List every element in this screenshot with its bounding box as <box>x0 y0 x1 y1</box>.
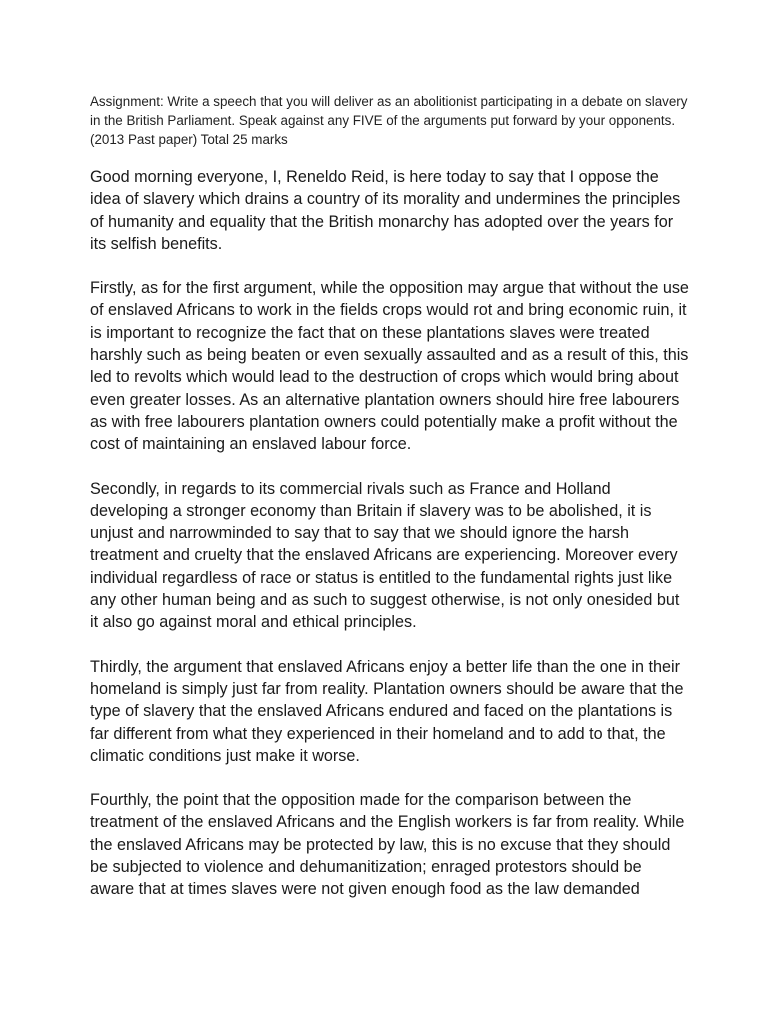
speech-paragraph-firstly: Firstly, as for the first argument, while the opposition may argue that without the use of enslaved Africans to work in the fields crops would rot and bring economic ruin, it is important to recognize the fact that on these plantations slaves were treated harshly such as being beaten or even sexually assaulted and as a result of this, this led to revolts which would lead to the destruction of crops which would bring about even greater losses. As an alternative plantation owners should hire free labourers as with free labourers plantation owners could potentially make a profit without the cost of maintaining an enslaved labour force. <box>90 279 689 454</box>
speech-paragraph-secondly: Secondly, in regards to its commercial rivals such as France and Holland developing a stronger economy than Britain if slavery was to be abolished, it is unjust and narrowminded to say that to say that we should ignore the harsh treatment and cruelty that the enslaved Africans are experiencing. Moreover every individual regardless of race or status is entitled to the fundamental rights just like any other human being and as such to suggest otherwise, is not only onesided but it also go against moral and ethical principles. <box>90 479 680 632</box>
speech-body <box>90 166 690 923</box>
speech-paragraph-fourthly: Fourthly, the point that the opposition made for the comparison between the treatment of the enslaved Africans and the English workers is far from reality. While the enslaved Africans may be protected by law, this is no excuse that they should be subjected to violence and dehumanitization; enraged protestors should be aware that at times slaves were not given enough food as the law demanded <box>90 791 685 899</box>
speech-paragraph-thirdly: Thirdly, the argument that enslaved Africans enjoy a better life than the one in their homeland is simply just far from reality. Plantation owners should be aware that the type of slavery that the enslaved Africans endured and faced on the plantations is far different from what they experienced in their homeland and to add to that, the climatic conditions just make it worse. <box>90 657 684 765</box>
speech-paragraph-intro: Good morning everyone, I, Reneldo Reid, is here today to say that I oppose the idea of slavery which drains a country of its morality and undermines the principles of humanity and equality that the British monarchy has adopted over the years for its selfish benefits. <box>90 168 681 253</box>
assignment-prompt: Assignment: Write a speech that you will deliver as an abolitionist participating in a debate on slavery in the British Parliament. Speak against any FIVE of the arguments put forward by your opponents. (2013 Past paper) Total 25 marks <box>90 94 688 147</box>
